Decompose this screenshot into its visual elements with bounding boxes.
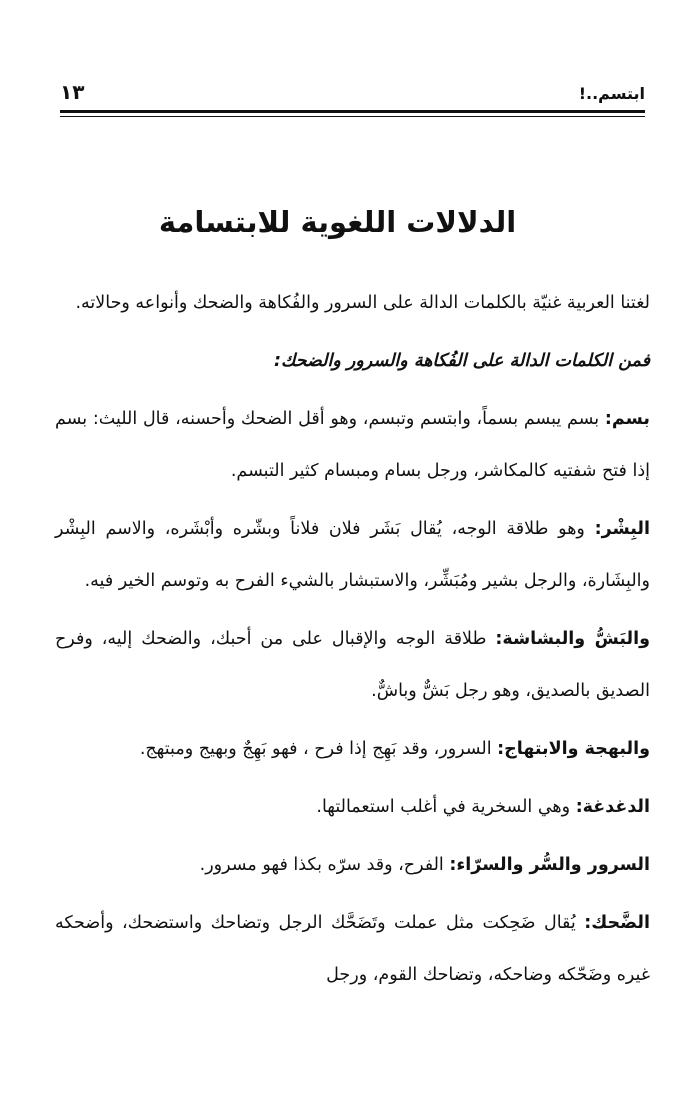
entry-paragraph xyxy=(55,781,650,833)
entry-paragraph xyxy=(55,839,650,891)
page-body xyxy=(55,277,650,1007)
entry-paragraph xyxy=(55,503,650,607)
entry-text: الفرح، وقد سرّه بكذا فهو مسرور. xyxy=(199,855,450,875)
entry-text: طلاقة الوجه والإقبال على من أحبك، والضحك إليه، وفرح الصديق بالصديق، وهو رجل بَشٌّ وباشٌّ. xyxy=(55,629,650,701)
entry-paragraph xyxy=(55,723,650,775)
lead-paragraph: فمن الكلمات الدالة على الفُكاهة والسرور والضحك: xyxy=(273,351,650,371)
page-number: ١٣ xyxy=(60,80,85,104)
entry-text: يُقال ضَحِكت مثل عملت وتَضَحَّك الرجل وتضاحك واستضحك، وأضحكه غيره وضَحّكه وضاحكه، وتضاحك القوم، ورجل xyxy=(55,913,650,985)
intro-paragraph: لغتنا العربية غنيّة بالكلمات الدالة على السرور والفُكاهة والضحك وأنواعه وحالاته. xyxy=(75,293,650,313)
header-rule-thick xyxy=(60,110,645,113)
entry-text: بسم يبسم بسماً، وابتسم وتبسم، وهو أقل الضحك وأحسنه، قال الليث: بسم إذا فتح شفتيه كالمكاشر، ورجل بسام ومبسام كثير التبسم. xyxy=(55,409,650,481)
entry-text: السرور، وقد بَهِج إذا فرح ، فهو بَهِجٌ وبهيج ومبتهج. xyxy=(139,739,498,759)
entry-term: والبهجة والابتهاج: xyxy=(497,739,650,759)
entry-paragraph xyxy=(55,897,650,1001)
entry-paragraph xyxy=(55,613,650,717)
entry-term: بسم: xyxy=(604,409,650,429)
entry-term: السرور والسُّر والسرّاء: xyxy=(449,855,650,875)
entry-term: البِشْر: xyxy=(594,519,650,539)
entry-term: والبَشُّ والبشاشة: xyxy=(495,629,650,649)
running-header-title: ابتسم..! xyxy=(578,84,645,103)
entry-term: الضَّحك: xyxy=(584,913,650,933)
chapter-title: الدلالات اللغوية للابتسامة xyxy=(158,205,517,239)
header-rule-thin xyxy=(60,116,645,117)
page-header xyxy=(60,78,645,108)
entry-paragraph xyxy=(55,393,650,497)
entry-term: الدغدغة: xyxy=(575,797,650,817)
entry-text: وهي السخرية في أغلب استعمالتها. xyxy=(316,797,576,817)
entry-text: وهو طلاقة الوجه، يُقال بَشَر فلان فلاناً وبشّره وأبْشَره، والاسم البِشْر والبِشَارة، والرجل بشير ومُبَشِّر، والاستبشار بالشيء الفرح به وتوسم الخير فيه. xyxy=(55,519,650,591)
